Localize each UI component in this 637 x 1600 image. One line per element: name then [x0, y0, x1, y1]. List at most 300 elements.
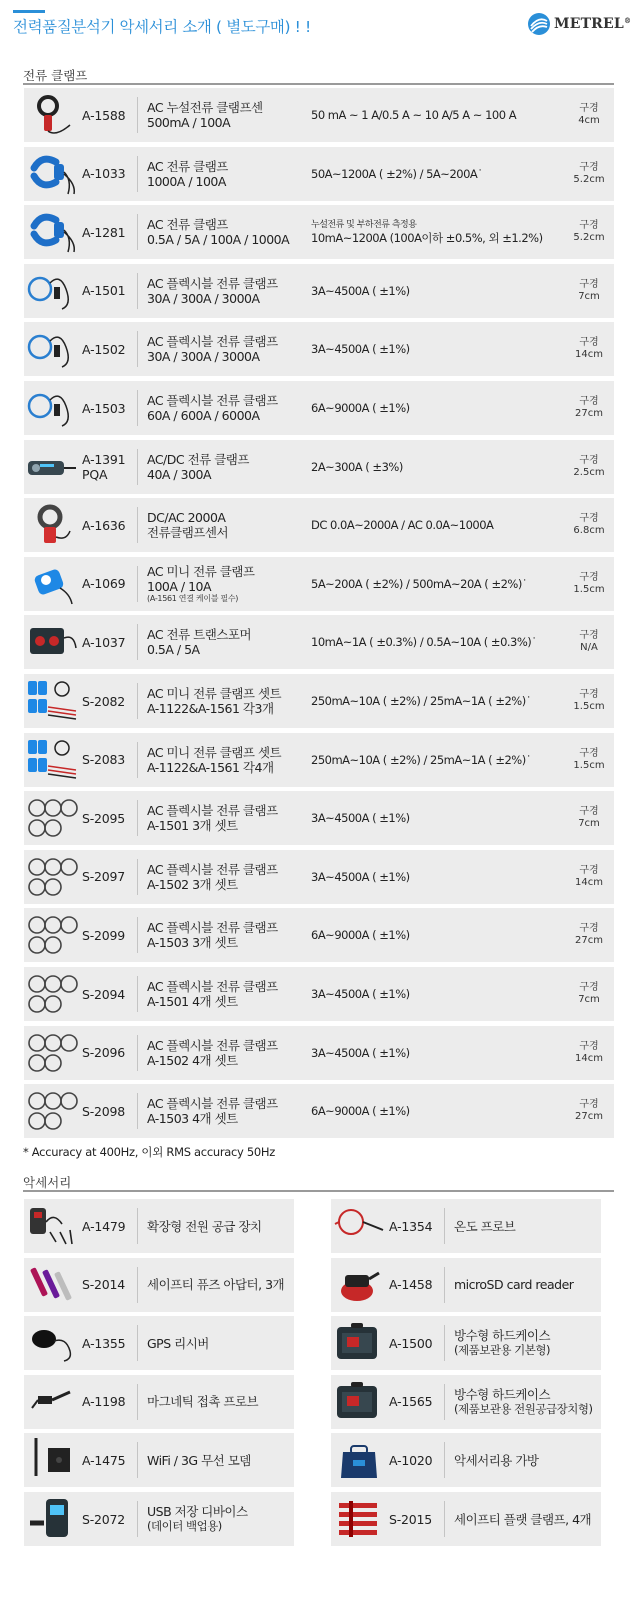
column-divider	[137, 1325, 138, 1361]
spec-line: DC 0.0A~2000A / AC 0.0A~1000A	[311, 518, 494, 533]
spec-line: 3A~4500A ( ±1%)	[311, 283, 410, 298]
product-code-line: A-1636	[82, 517, 126, 533]
product-code-line: A-1198	[82, 1394, 126, 1410]
current-clamp-icon	[26, 208, 78, 256]
product-description	[147, 88, 319, 142]
description-line: 100A / 10A	[147, 578, 212, 594]
fuse-adapter-icon	[26, 1261, 78, 1309]
product-code	[389, 1492, 444, 1546]
product-description	[147, 1433, 293, 1487]
measurement-spec	[311, 1026, 569, 1080]
measurement-spec	[311, 381, 569, 435]
product-image	[26, 501, 78, 549]
product-image	[26, 970, 78, 1018]
product-code-line: S-2072	[82, 1511, 126, 1527]
product-image	[26, 677, 78, 725]
column-divider	[137, 859, 138, 895]
product-code	[82, 88, 137, 142]
product-description	[454, 1375, 600, 1429]
column-divider	[137, 917, 138, 953]
description-line: 방수형 하드케이스	[454, 1386, 551, 1402]
column-divider	[137, 800, 138, 836]
description-line: AC 전류 트랜스포머	[147, 627, 252, 643]
jaw-size-label: 구경	[579, 513, 599, 525]
jaw-size-label: 구경	[579, 454, 599, 466]
product-image	[26, 853, 78, 901]
jaw-size-value: 1.5cm	[573, 701, 605, 712]
ring-clamp-sensor-icon	[26, 501, 78, 549]
product-code	[82, 440, 137, 494]
page-title: 전력품질분석기 악세서리 소개 ( 별도구매) ! !	[13, 18, 311, 36]
product-image	[333, 1378, 385, 1426]
product-image	[26, 1319, 78, 1367]
product-description	[147, 147, 319, 201]
flexible-clamp-icon	[26, 325, 78, 373]
jaw-size-value: 7cm	[578, 290, 600, 302]
clamp-row	[24, 264, 614, 318]
jaw-size-value: 27cm	[575, 935, 603, 947]
product-code-line: A-1020	[389, 1452, 433, 1468]
product-code	[82, 498, 137, 552]
product-description	[454, 1258, 600, 1312]
clamp-row	[24, 498, 614, 552]
measurement-spec	[311, 908, 569, 962]
product-code	[82, 1084, 137, 1138]
column-divider	[444, 1442, 445, 1478]
product-code	[82, 381, 137, 435]
product-image	[26, 150, 78, 198]
measurement-spec	[311, 557, 569, 611]
product-code-line: S-2014	[82, 1277, 126, 1293]
product-image	[26, 384, 78, 432]
product-code	[82, 1258, 137, 1312]
description-line: (제품보관용 전원공급장치형)	[454, 1401, 593, 1416]
product-code-line: S-2099	[82, 927, 126, 943]
jaw-size	[564, 615, 614, 669]
flexible-clamp-set-icon	[26, 853, 78, 901]
description-line: AC 플렉시블 전류 클램프	[147, 803, 278, 819]
description-line: GPS 리시버	[147, 1335, 209, 1351]
product-code-line: A-1391	[82, 451, 126, 467]
product-code	[82, 615, 137, 669]
clamp-row	[24, 908, 614, 962]
product-image	[26, 1029, 78, 1077]
flexible-clamp-set-icon	[26, 1029, 78, 1077]
product-description	[454, 1492, 600, 1546]
product-code	[82, 791, 137, 845]
product-code	[82, 557, 137, 611]
flexible-clamp-icon	[26, 384, 78, 432]
measurement-spec	[311, 674, 569, 728]
measurement-spec	[311, 88, 569, 142]
description-line: A-1502 3개 셋트	[147, 876, 238, 892]
jaw-size-label: 구경	[579, 103, 599, 114]
accessory-bag-icon	[333, 1436, 385, 1484]
jaw-size	[564, 498, 614, 552]
column-divider	[137, 1442, 138, 1478]
product-code-line: S-2096	[82, 1045, 126, 1061]
column-divider	[137, 156, 138, 192]
jaw-size-value: 1.5cm	[573, 759, 605, 771]
spec-line: 50 mA ~ 1 A/0.5 A ~ 10 A/5 A ~ 100 A	[311, 108, 517, 122]
product-code-line: A-1069	[82, 576, 126, 592]
clamp-row	[24, 147, 614, 201]
clamp-row	[24, 850, 614, 904]
product-code-line: A-1503	[82, 400, 126, 416]
jaw-size-value: N/A	[580, 642, 598, 654]
product-description	[147, 615, 319, 669]
jaw-size	[564, 850, 614, 904]
product-image	[26, 1378, 78, 1426]
spec-line: 3A~4500A ( ±1%)	[311, 869, 410, 884]
product-image	[26, 1087, 78, 1135]
spec-note: 누설전류 및 부하전류 측정용	[311, 220, 417, 231]
current-transformer-icon	[26, 618, 78, 666]
description-line: AC 전류 클램프	[147, 158, 228, 174]
product-image	[26, 325, 78, 373]
product-image	[26, 267, 78, 315]
description-line: AC 플렉시블 전류 클램프	[147, 861, 278, 877]
jaw-size-value: 2.5cm	[573, 466, 605, 478]
description-line: AC 전류 클램프	[147, 217, 228, 233]
product-code-line: A-1479	[82, 1218, 126, 1234]
measurement-spec	[311, 733, 569, 787]
description-line: AC 누설전류 클램프센	[147, 100, 263, 115]
product-code-line: S-2095	[82, 810, 126, 826]
product-description	[454, 1433, 600, 1487]
jaw-size-value: 6.8cm	[573, 525, 605, 537]
product-description	[454, 1316, 600, 1370]
spec-line: 3A~4500A ( ±1%)	[311, 987, 410, 1001]
description-line: 0.5A / 5A	[147, 642, 200, 658]
product-image	[333, 1319, 385, 1367]
accessory-item	[331, 1199, 601, 1253]
clamp-row	[24, 674, 614, 728]
measurement-spec	[311, 850, 569, 904]
spec-line: 6A~9000A ( ±1%)	[311, 928, 410, 943]
column-divider	[444, 1384, 445, 1420]
jaw-size	[564, 322, 614, 376]
product-code	[389, 1433, 444, 1487]
clamp-row	[24, 733, 614, 787]
column-divider	[137, 97, 138, 133]
measurement-spec	[311, 322, 569, 376]
description-line: A-1501 4개 셋트	[147, 994, 238, 1009]
header-accent-bar	[13, 10, 45, 13]
product-code	[82, 967, 137, 1021]
product-code-line: S-2098	[82, 1103, 126, 1119]
product-code	[82, 1316, 137, 1370]
description-line: AC 플렉시블 전류 클램프	[147, 920, 278, 936]
accessory-item	[331, 1258, 601, 1312]
product-code	[82, 850, 137, 904]
clamp-row	[24, 1084, 614, 1138]
product-image	[333, 1495, 385, 1543]
spec-line: 10mA~1A ( ±0.3%) / 0.5A~10A ( ±0.3%)˙	[311, 635, 537, 650]
accuracy-footnote: * Accuracy at 400Hz, 이외 RMS accuracy 50Hz	[23, 1145, 276, 1159]
measurement-spec	[311, 498, 569, 552]
product-code	[82, 264, 137, 318]
spec-line: 3A~4500A ( ±1%)	[311, 1045, 410, 1060]
product-code	[82, 1026, 137, 1080]
jaw-size	[564, 1026, 614, 1080]
description-line: USB 저장 디바이스	[147, 1504, 248, 1519]
product-description	[147, 733, 319, 787]
accessory-item	[331, 1316, 601, 1370]
flexible-clamp-set-icon	[26, 1087, 78, 1135]
spec-line: 6A~9000A ( ±1%)	[311, 1104, 410, 1119]
clamp-row	[24, 322, 614, 376]
column-divider	[137, 390, 138, 426]
product-image	[26, 1261, 78, 1309]
mini-clamp-set-icon	[26, 736, 78, 784]
brand-name: METREL®	[554, 16, 632, 32]
product-code-line: A-1033	[82, 166, 126, 182]
jaw-size-value: 14cm	[575, 876, 603, 888]
product-description	[147, 908, 319, 962]
product-code	[82, 322, 137, 376]
description-line: AC/DC 전류 클램프	[147, 451, 249, 467]
accessory-section-divider	[23, 1190, 614, 1192]
jaw-size	[564, 147, 614, 201]
product-description	[147, 322, 319, 376]
description-line: 세이프티 플랫 클램프, 4개	[454, 1511, 592, 1527]
description-line: 0.5A / 5A / 100A / 1000A	[147, 232, 290, 248]
temperature-probe-icon	[333, 1202, 385, 1250]
product-image	[26, 911, 78, 959]
jaw-size-label: 구경	[579, 923, 599, 935]
clamp-section-title: 전류 클램프	[23, 68, 88, 83]
product-code-line: A-1281	[82, 224, 126, 240]
product-code	[389, 1316, 444, 1370]
product-code	[389, 1258, 444, 1312]
jaw-size-label: 구경	[579, 630, 599, 642]
product-description	[147, 1316, 293, 1370]
description-line: 40A / 300A	[147, 466, 212, 482]
description-line: 30A / 300A / 3000A	[147, 349, 260, 365]
description-line: 1000A / 100A	[147, 173, 226, 189]
column-divider	[137, 507, 138, 543]
measurement-spec	[311, 1084, 569, 1138]
column-divider	[137, 1093, 138, 1129]
product-code	[82, 205, 137, 259]
column-divider	[137, 624, 138, 660]
measurement-spec	[311, 440, 569, 494]
product-code	[82, 1433, 137, 1487]
product-image	[333, 1261, 385, 1309]
product-image	[26, 1436, 78, 1484]
description-line: A-1122&A-1561 각4개	[147, 759, 274, 775]
clamp-row	[24, 381, 614, 435]
jaw-size	[564, 381, 614, 435]
product-image	[333, 1436, 385, 1484]
spec-line: 250mA~10A ( ±2%) / 25mA~1A ( ±2%)˙	[311, 752, 531, 767]
product-code-line: A-1500	[389, 1335, 433, 1351]
flexible-clamp-set-icon	[26, 970, 78, 1018]
jaw-size-value: 5.2cm	[573, 232, 605, 244]
jaw-size-label: 구경	[579, 982, 599, 993]
product-description	[147, 1258, 293, 1312]
jaw-size-label: 구경	[579, 337, 599, 349]
mini-clamp-set-icon	[26, 677, 78, 725]
accessory-item	[24, 1375, 294, 1429]
jaw-size-label: 구경	[579, 806, 599, 818]
product-code	[82, 674, 137, 728]
product-code-line: A-1037	[82, 634, 126, 650]
jaw-size-label: 구경	[579, 396, 599, 407]
accessory-section-title: 악세서리	[23, 1175, 72, 1190]
metrel-logo-icon	[527, 12, 551, 36]
description-line: A-1122&A-1561 각3개	[147, 701, 274, 716]
product-description	[147, 205, 319, 259]
product-description	[147, 850, 319, 904]
hard-case-icon	[333, 1319, 385, 1367]
jaw-size	[564, 440, 614, 494]
product-code-line: A-1475	[82, 1452, 126, 1468]
product-code-line: A-1565	[389, 1394, 433, 1410]
jaw-size	[564, 264, 614, 318]
jaw-size	[564, 1084, 614, 1138]
product-description	[454, 1199, 600, 1253]
jaw-size-label: 구경	[579, 278, 599, 290]
spec-line: 6A~9000A ( ±1%)	[311, 401, 410, 415]
product-image	[26, 1495, 78, 1543]
clamp-row	[24, 967, 614, 1021]
column-divider	[137, 976, 138, 1012]
description-line: AC 플렉시블 전류 클램프	[147, 334, 278, 350]
product-code-line: S-2082	[82, 693, 126, 709]
product-description	[147, 498, 319, 552]
description-line: 60A / 600A / 6000A	[147, 408, 260, 423]
flexible-clamp-icon	[26, 267, 78, 315]
description-line: 세이프티 퓨즈 아답터, 3개	[147, 1277, 285, 1293]
accessory-item	[331, 1492, 601, 1546]
spec-line: 3A~4500A ( ±1%)	[311, 811, 410, 826]
description-line: A-1503 4개 셋트	[147, 1111, 238, 1127]
column-divider	[137, 214, 138, 250]
jaw-size-value: 7cm	[578, 994, 600, 1005]
column-divider	[137, 1035, 138, 1071]
product-image	[26, 560, 78, 608]
clamp-row	[24, 1026, 614, 1080]
jaw-size	[564, 791, 614, 845]
spec-line: 5A~200A ( ±2%) / 500mA~20A ( ±2%)˙	[311, 576, 528, 591]
description-line: 마그네틱 접촉 프로브	[147, 1394, 259, 1410]
description-line: AC 플렉시블 전류 클램프	[147, 1096, 278, 1112]
description-line: 방수형 하드케이스	[454, 1328, 551, 1344]
jaw-size-value: 14cm	[575, 349, 603, 361]
gps-receiver-icon	[26, 1319, 78, 1367]
description-line: WiFi / 3G 무선 모뎀	[147, 1452, 251, 1468]
spec-line: 10mA~1200A (100A이하 ±0.5%, 외 ±1.2%)	[311, 231, 543, 246]
accessory-item	[24, 1492, 294, 1546]
product-code-line: A-1502	[82, 341, 126, 357]
description-line: AC 미니 전류 클램프 셋트	[147, 686, 282, 701]
spec-line: 50A~1200A ( ±2%) / 5A~200A˙	[311, 166, 483, 181]
product-description	[147, 440, 319, 494]
product-code-line: PQA	[82, 466, 108, 482]
product-image	[26, 736, 78, 784]
column-divider	[444, 1501, 445, 1537]
current-clamp-icon	[26, 150, 78, 198]
column-divider	[137, 683, 138, 719]
measurement-spec	[311, 791, 569, 845]
product-image	[26, 91, 78, 139]
product-description	[147, 791, 319, 845]
description-line: 전류클램프센서	[147, 525, 229, 541]
jaw-size-label: 구경	[579, 1099, 599, 1111]
flexible-clamp-set-icon	[26, 794, 78, 842]
description-line: AC 미니 전류 클램프 셋트	[147, 744, 282, 760]
product-description	[147, 1084, 319, 1138]
description-line: AC 플렉시블 전류 클램프	[147, 1037, 278, 1053]
description-line: microSD card reader	[454, 1277, 574, 1293]
column-divider	[137, 449, 138, 485]
flexible-clamp-set-icon	[26, 911, 78, 959]
product-code-line: A-1458	[389, 1277, 433, 1293]
column-divider	[137, 1384, 138, 1420]
product-code-line: S-2083	[82, 752, 126, 768]
product-image	[26, 443, 78, 491]
description-line: AC 미니 전류 클램프	[147, 563, 255, 579]
description-line: A-1502 4개 셋트	[147, 1052, 238, 1068]
product-description	[147, 967, 319, 1021]
product-code	[82, 908, 137, 962]
column-divider	[444, 1325, 445, 1361]
jaw-size	[564, 557, 614, 611]
brand-logo	[527, 12, 631, 36]
product-code-line: A-1355	[82, 1335, 126, 1351]
product-code	[82, 1375, 137, 1429]
jaw-size-label: 구경	[579, 747, 599, 759]
spec-line: 250mA~10A ( ±2%) / 25mA~1A ( ±2%)˙	[311, 694, 531, 708]
description-note: (A-1561 연결 케이블 필수)	[147, 593, 239, 603]
product-description	[147, 1492, 293, 1546]
description-line: (제품보관용 기본형)	[454, 1343, 550, 1358]
jaw-size	[564, 967, 614, 1021]
jaw-size-value: 27cm	[575, 408, 603, 419]
product-description	[147, 264, 319, 318]
measurement-spec	[311, 615, 569, 669]
clamp-section-divider	[23, 83, 614, 85]
accessory-item	[24, 1316, 294, 1370]
acdc-clamp-icon	[26, 443, 78, 491]
product-code	[82, 733, 137, 787]
product-code	[389, 1199, 444, 1253]
product-code	[389, 1375, 444, 1429]
jaw-size	[564, 733, 614, 787]
product-image	[333, 1202, 385, 1250]
description-line: 500mA / 100A	[147, 115, 231, 130]
column-divider	[137, 742, 138, 778]
spec-line: 3A~4500A ( ±1%)	[311, 342, 410, 357]
product-image	[26, 618, 78, 666]
jaw-size	[564, 908, 614, 962]
jaw-size-value: 1.5cm	[573, 583, 605, 595]
product-description	[147, 1199, 293, 1253]
product-description	[147, 557, 319, 611]
column-divider	[137, 566, 138, 602]
jaw-size-label: 구경	[579, 689, 599, 700]
accessory-item	[24, 1199, 294, 1253]
column-divider	[137, 1267, 138, 1303]
wireless-modem-icon	[26, 1436, 78, 1484]
clamp-row	[24, 205, 614, 259]
product-code-line: A-1354	[389, 1218, 433, 1234]
jaw-size-label: 구경	[579, 864, 599, 876]
accessory-item	[24, 1433, 294, 1487]
power-supply-icon	[26, 1202, 78, 1250]
